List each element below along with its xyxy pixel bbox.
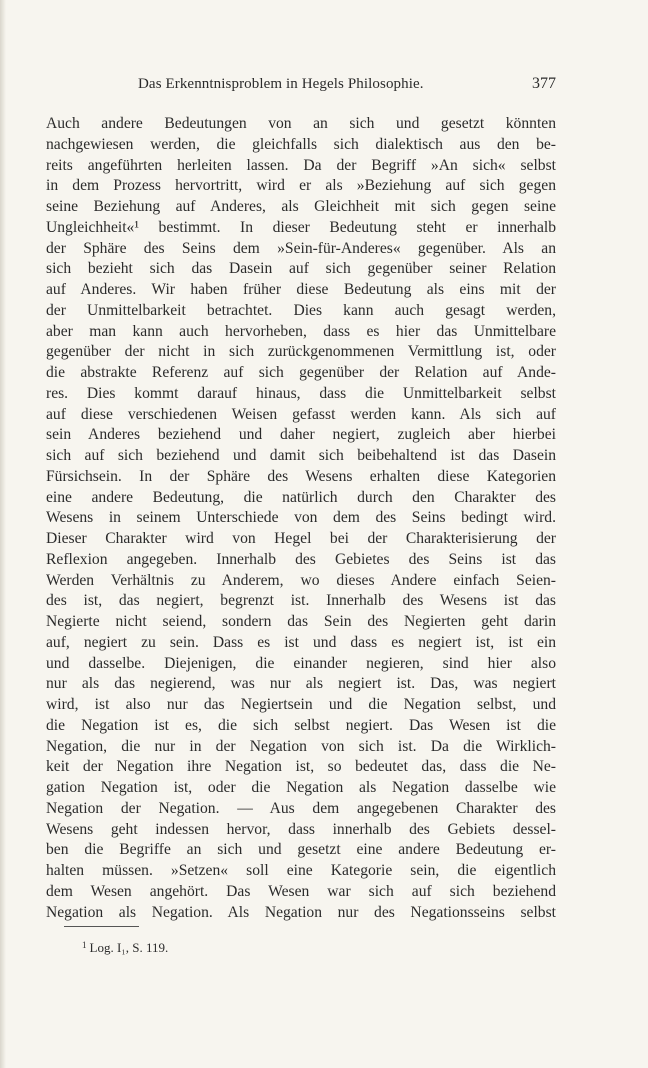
text-line: eine andere Bedeutung, die natürlich durch den Charakter des — [46, 488, 556, 506]
running-header — [46, 76, 556, 98]
body-text — [46, 114, 556, 923]
text-line: ben die Begriffe an sich und gesetzt eine andere Bedeutung er- — [46, 841, 556, 859]
running-title: Das Erkenntnisproblem in Hegels Philosophie. — [138, 76, 424, 92]
page-edge — [0, 0, 6, 1068]
text-line: auf diese verschiedenen Weisen gefasst werden kann. Als sich auf — [46, 405, 556, 423]
text-line: nur als das negierend, was nur als negiert ist. Das, was negiert — [46, 675, 556, 693]
footnote-rule — [64, 926, 139, 927]
text-line: sich auf sich beziehend und damit sich beibehaltend ist das Dasein — [46, 447, 556, 464]
text-line: in dem Prozess hervortritt, wird er als »Beziehung auf sich gegen — [46, 177, 556, 195]
page-number: 377 — [532, 75, 556, 92]
text-line: und dasselbe. Diejenigen, die einander negieren, sind hier also — [46, 654, 556, 672]
text-line: Werden Verhältnis zu Anderem, wo dieses Andere einfach Seien- — [46, 571, 556, 589]
text-line: des ist, das negiert, begrenzt ist. Innerhalb des Wesens ist das — [46, 592, 556, 610]
footnote-marker: 1 — [82, 940, 87, 950]
text-line: der Sphäre des Seins dem »Sein-für-Anderes« gegenüber. Als an — [46, 239, 556, 257]
text-line: Negation, die nur in der Negation von sich ist. Da die Wirklich- — [46, 737, 556, 755]
text-line: gegenüber der nicht in sich zurückgenommenen Vermittlung ist, oder — [46, 343, 556, 361]
text-line: aber man kann auch hervorheben, dass es hier das Unmittelbare — [46, 322, 556, 340]
text-line: keit der Negation ihre Negation ist, so bedeutet das, dass die Ne- — [46, 758, 556, 776]
text-line: der Unmittelbarkeit betrachtet. Dies kann auch gesagt werden, — [46, 301, 556, 319]
text-line: Reflexion angegeben. Innerhalb des Gebietes des Seins ist das — [46, 550, 556, 568]
text-line: dem Wesen angehört. Das Wesen war sich auf sich beziehend — [46, 882, 556, 900]
text-line: auf, negiert zu sein. Dass es ist und dass es negiert ist, ist ein — [46, 633, 556, 651]
text-line: die Negation ist es, die sich selbst negiert. Das Wesen ist die — [46, 716, 556, 734]
footnote-text: Log. I₁, S. 119. — [89, 940, 169, 955]
text-line: reits angeführten herleiten lassen. Da der Begriff »An sich« selbst — [46, 156, 556, 174]
text-line: Ungleichheit«¹ bestimmt. In dieser Bedeutung steht er innerhalb — [46, 218, 556, 236]
text-line: Wesens in seinem Unterschiede von dem des Seins bedingt wird. — [46, 509, 556, 527]
text-line: Negation der Negation. — Aus dem angegebenen Charakter des — [46, 799, 556, 817]
text-line: sein Anderes beziehend und daher negiert, zugleich aber hierbei — [46, 426, 556, 444]
text-line: auf Anderes. Wir haben früher diese Bedeutung als eins mit der — [46, 281, 556, 298]
text-line: Negierte nicht seiend, sondern das Sein des Negierten geht darin — [46, 613, 556, 630]
text-line: halten müssen. »Setzen« soll eine Kategorie sein, die eigentlich — [46, 862, 556, 879]
text-line: Fürsichsein. In der Sphäre des Wesens erhalten diese Kategorien — [46, 467, 556, 485]
text-line: Wesens geht indessen hervor, dass innerhalb des Gebiets dessel- — [46, 820, 556, 838]
text-line: sich bezieht sich das Dasein auf sich gegenüber seiner Relation — [46, 260, 556, 278]
footnote — [82, 940, 168, 956]
text-line: nachgewiesen werden, die gleichfalls sich dialektisch aus den be- — [46, 135, 556, 153]
text-line: Dieser Charakter wird von Hegel bei der Charakterisierung der — [46, 530, 556, 547]
text-line: Negation als Negation. Als Negation nur des Negationsseins selbst — [46, 903, 556, 921]
text-line: res. Dies kommt darauf hinaus, dass die Unmittelbarkeit selbst — [46, 384, 556, 402]
text-line: seine Beziehung auf Anderes, als Gleichheit mit sich gegen seine — [46, 198, 556, 215]
text-line: Auch andere Bedeutungen von an sich und gesetzt könnten — [46, 115, 556, 132]
text-line: die abstrakte Referenz auf sich gegenüber der Relation auf Ande- — [46, 364, 556, 381]
text-line: gation Negation ist, oder die Negation als Negation dasselbe wie — [46, 779, 556, 796]
text-line: wird, ist also nur das Negiertsein und die Negation selbst, und — [46, 696, 556, 713]
